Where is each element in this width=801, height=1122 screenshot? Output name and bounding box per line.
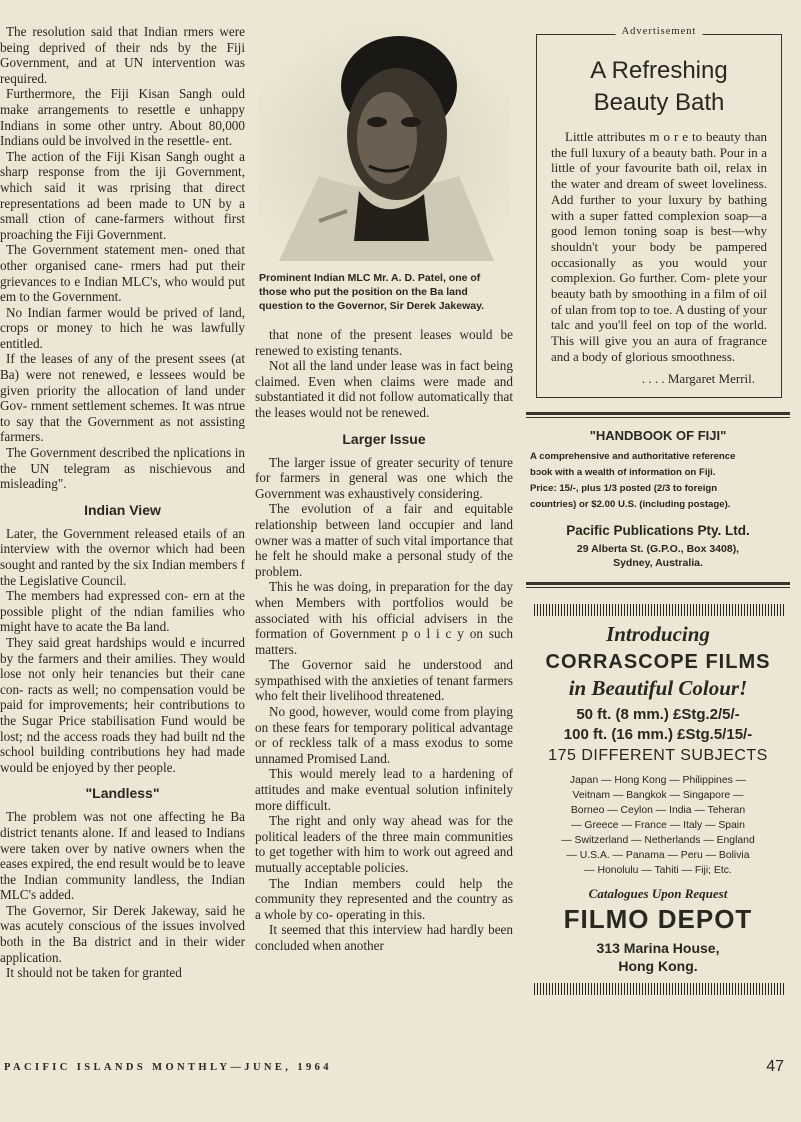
- paragraph: No good, however, would come from playing on these fears for temporary political advantage or of reckless talk of a mass exodus to some unnamed Promised Land.: [255, 704, 513, 766]
- paragraph: The members had expressed con- ern at the possible plight of the ndian families who might have to acate the Ba land.: [0, 588, 245, 635]
- corrascope-colour: in Beautiful Colour!: [568, 675, 748, 700]
- handbook-address-line: Sydney, Australia.: [613, 556, 703, 569]
- paragraph: This would merely lead to a hardening of attitudes and make eventual solution infinitely more difficult.: [255, 766, 513, 813]
- handbook-desc-line: bɔok with a wealth of information on Fiji.: [530, 466, 716, 478]
- countries-line: — Honolulu — Tahiti — Fiji; Etc.: [584, 864, 732, 876]
- filmo-depot-name: FILMO DEPOT: [563, 903, 753, 934]
- paragraph: The Governor said he understood and sympathised with the anxieties of tenant farmers who felt their livelihood threatened.: [255, 657, 513, 704]
- paragraph: The action of the Fiji Kisan Sangh ought a sharp response from the iji Government, which said it was rprising that direct representations ad been made to UN by a small ction of cane-farmers without first proaching the Fiji Government.: [0, 148, 245, 242]
- handbook-publisher: Pacific Publications Pty. Ltd.: [566, 522, 750, 538]
- handbook-address-line: 29 Alberta St. (G.P.O., Box 3408),: [576, 542, 740, 555]
- corrascope-name: CORRASCOPE FILMS: [545, 650, 771, 673]
- corrascope-subjects: 175 DIFFERENT SUBJECTS: [548, 746, 768, 764]
- subheading-indian-view: Indian View: [84, 501, 161, 518]
- footer-publication-line: PACIFIC ISLANDS MONTHLY—JUNE, 1964: [4, 1062, 332, 1073]
- divider-rule: [526, 412, 790, 415]
- decorative-border-bottom: [534, 983, 784, 995]
- corrascope-countries: [526, 773, 790, 878]
- corrascope-price-line: 50 ft. (8 mm.) £Stg.2/5/-: [576, 705, 740, 723]
- paragraph: The resolution said that Indian rmers were being deprived of their nds by the Fiji Government, and at UN intervention was required.: [0, 24, 245, 86]
- col1-paragraphs-a: [0, 24, 245, 492]
- beauty-ad-signature: . . . . Margaret Merril.: [641, 370, 755, 386]
- handbook-address: [526, 542, 790, 570]
- subheading-landless: "Landless": [85, 785, 160, 802]
- paragraph: If the leases of any of the present ssees (at Ba) were not renewed, e lessees would be given priority the allocation of land under Gov- rnment settlement schemes. It was ntrue to say that the Government as not assisting farmers.: [0, 351, 245, 445]
- divider-rule-thin: [526, 417, 790, 418]
- article-column-1: [0, 24, 245, 1054]
- paragraph: The Government described the nplications in the UN telegram as nischievous and misleading".: [0, 445, 245, 492]
- advertisement-column: [526, 24, 790, 1054]
- beauty-ad-title-line1: A Refreshing: [590, 57, 728, 84]
- handbook-desc-line: countries) or $2.00 U.S. (including postage).: [530, 498, 731, 510]
- col2-paragraphs-a: [255, 327, 513, 421]
- photo-caption: Prominent Indian MLC Mr. A. D. Patel, one of those who put the position on the Ba land question to the Governor, Sir Derek Jakeway.: [259, 272, 485, 312]
- paragraph: Later, the Government released etails of an interview with the overnor which had been sought and ranted by the six Indian members f the Legislative Council.: [0, 525, 245, 588]
- col1-paragraphs-c: [0, 809, 245, 981]
- countries-line: — Greece — France — Italy — Spain: [571, 819, 745, 831]
- corrascope-prices: [526, 705, 790, 745]
- handbook-of-fiji-advertisement: [526, 428, 790, 570]
- paragraph: The Indian members could help the community they represented and the country as a whole by co- operating in this.: [255, 875, 513, 922]
- handbook-title: "HANDBOOK OF FIJI": [589, 427, 727, 443]
- paragraph: Furthermore, the Fiji Kisan Sangh ould make arrangements to resettle e unhappy Indians in some other untry. About 80,000 Indians ould be involved in the resettle- ent.: [0, 86, 245, 149]
- paragraph: This he was doing, in preparation for the day when Members with portfolios would be associated with his official advisers in the formation of Government p o l i c y on such matters.: [255, 579, 513, 657]
- paragraph: Not all the land under lease was in fact being claimed. Even when claims were made and substantiated it did not follow automatically that the leases would not be renewed.: [255, 358, 513, 420]
- advertisement-label: Advertisement: [616, 26, 703, 37]
- countries-line: Veitnam — Bangkok — Singapore —: [572, 789, 744, 801]
- countries-line: — Switzerland — Netherlands — England: [561, 834, 755, 846]
- corrascope-intro: Introducing: [606, 621, 710, 646]
- paragraph: The right and only way ahead was for the political leaders of the three main communities to get together with him to work out agreed and mutually acceptable policies.: [255, 813, 513, 875]
- paragraph: The Government statement men- oned that other organised cane- rmers had put their grievances to e Indian MLC's, who would put em to the Government.: [0, 242, 245, 305]
- countries-line: Borneo — Ceylon — India — Teheran: [570, 804, 746, 816]
- paragraph: The larger issue of greater security of tenure for farmers in general was one which the Government was exhaustively considering.: [255, 454, 513, 501]
- page-footer: [4, 1060, 784, 1076]
- portrait-photo: [259, 26, 509, 261]
- corrascope-price-line: 100 ft. (16 mm.) £Stg.5/15/-: [563, 725, 753, 743]
- paragraph: No Indian farmer would be prived of land, crops or money to hich he was lawfully entitled.: [0, 304, 245, 351]
- decorative-border-top: [534, 604, 784, 616]
- article-column-2: [255, 24, 513, 1054]
- paragraph: The evolution of a fair and equitable relationship between land occupier and land owner was a matter of such vital importance that he felt he should make a personal study of the problem.: [255, 501, 513, 579]
- paragraph: The Governor, Sir Derek Jakeway, said he was acutely conscious of the issues involved both in the Ba district and in their wider application.: [0, 902, 245, 965]
- handbook-desc-line: Price: 15/-, plus 1/3 posted (2/3 to foreign: [530, 482, 718, 494]
- countries-line: Japan — Hong Kong — Philippines —: [569, 774, 747, 786]
- filmo-depot-address: [526, 939, 790, 975]
- subheading-larger-issue: Larger Issue: [342, 430, 426, 447]
- handbook-description: [526, 449, 790, 513]
- depot-address-line: Hong Kong.: [618, 957, 698, 974]
- beauty-ad-body: Little attributes m o r e to beauty than the full luxury of a beauty bath. Pour in a little of your favourite bath oil, relax in the water and dream of sweet loveliness. Add further to your luxury by bathing with a super fatted complexion soap—a good lemon toning soap is best—why shouldn't your body be pampered occasionally as you would your complexion. Go further. Com- plete your beauty bath by smoothing in a film of oil of ulan from top to toe. A dusting of your talc and you'll feel on top of the world. This will give you an aura of fragrance and a body of glorious smoothness.: [551, 129, 767, 364]
- beauty-ad-title-line2: Beauty Bath: [593, 89, 725, 116]
- paragraph: They said great hardships would e incurred by the farmers and their amilies. They would lose not only heir tenancies but their cane con- racts as well; no compensation vould be paid for improvements; heir contributions to the Sugar Price stabilisation Fund would be lost; nd the access roads they had built nd the school building contributions hey had made would be enjoyed by ther people.: [0, 634, 245, 775]
- col2-paragraphs-b: [255, 455, 513, 954]
- divider-rule: [526, 582, 790, 585]
- paragraph: It should not be taken for granted: [6, 965, 182, 981]
- depot-address-line: 313 Marina House,: [596, 939, 720, 956]
- paragraph: It seemed that this interview had hardly been concluded when another: [255, 922, 513, 953]
- paragraph: The problem was not one affecting he Ba district tenants alone. If and leased to Indians were taken over by native owners when the eases expired, the end result would be to leave the Indian community landless, the Indian MLC's added.: [0, 809, 245, 903]
- paragraph: that none of the present leases would be renewed to existing tenants.: [255, 327, 513, 358]
- portrait-photo-icon: [259, 26, 509, 261]
- handbook-desc-line: A comprehensive and authoritative reference: [530, 450, 736, 462]
- countries-line: — U.S.A. — Panama — Peru — Bolivia: [566, 849, 750, 861]
- corrascope-catalogues: Catalogues Upon Request: [588, 885, 728, 901]
- page-number: 47: [766, 1058, 784, 1075]
- beauty-bath-advertisement: [536, 26, 782, 398]
- corrascope-films-advertisement: [526, 622, 790, 975]
- col1-paragraphs-b: [0, 526, 245, 776]
- divider-rule-thin: [526, 587, 790, 588]
